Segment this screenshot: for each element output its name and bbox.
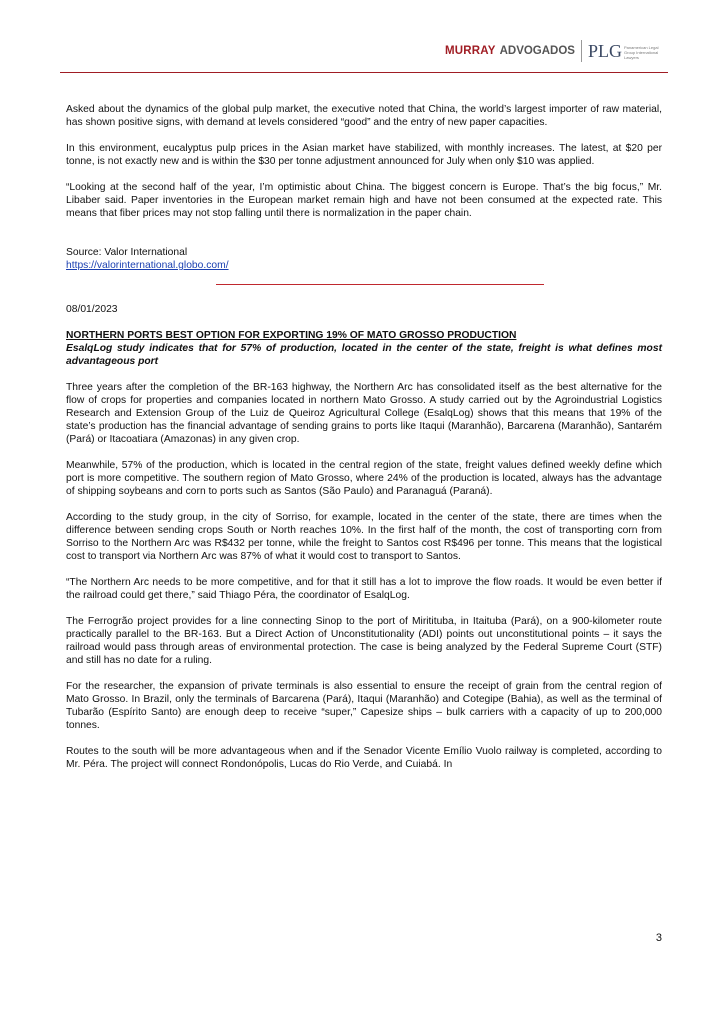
brand-divider bbox=[581, 40, 582, 62]
plg-logo-mark: PLG bbox=[587, 41, 622, 61]
source-block bbox=[66, 246, 662, 272]
brand-murray: MURRAY bbox=[444, 45, 496, 57]
header-rule bbox=[60, 72, 668, 73]
page-header bbox=[60, 40, 668, 74]
intro-paragraph-1: Asked about the dynamics of the global pulp market, the executive noted that China, the world’s largest importer of raw material, has shown positive signs, with demand at levels considered “good” and the entry of new paper capacities. bbox=[66, 104, 662, 128]
intro-paragraph-2: In this environment, eucalyptus pulp prices in the Asian market have stabilized, with monthly increases. The latest, at $20 per tonne, is not exactly new and is within the $30 per tonne adjustment announced for July when only $10 was applied. bbox=[66, 143, 662, 167]
article-paragraph-2: Meanwhile, 57% of the production, which is located in the central region of the state, freight values defined weekly define which port is more competitive. The southern region of Mato Grosso, where 24% of the production is located, always has the advantage of shipping soybeans and corn to ports such as Santos (São Paulo) and Paranaguá (Paraná). bbox=[66, 460, 662, 497]
plg-logo-subtitle: Panamerican Legal Group International Lawyers bbox=[624, 45, 659, 60]
page-content bbox=[66, 103, 662, 784]
intro-paragraph-3: “Looking at the second half of the year, I’m optimistic about China. The biggest concern is Europe. That’s the big focus,” Mr. Libaber said. Paper inventories in the European market remain high and have not been consumed at the expected rate. This means that fiber prices may not stop falling until there is normalization in the paper chain. bbox=[66, 182, 662, 219]
article-paragraph-1: Three years after the completion of the BR-163 highway, the Northern Arc has consolidated itself as the best alternative for the flow of crops for properties and companies located in northern Mato Grosso. A study carried out by the Agroindustrial Logistics Research and Extension Group of the Luiz de Queiroz Agricultural College (EsalqLog) shows that this means that 19% of the state’s production has the financial advantage of sending grains to ports like Itaqui (Maranhão), Barcarena (Maranhão), Santarém (Pará) or Itacoatiara (Amazonas) in any given crop. bbox=[66, 382, 662, 445]
spacer bbox=[66, 233, 662, 246]
brand-advogados: ADVOGADOS bbox=[499, 45, 575, 57]
source-label: Source: Valor International bbox=[66, 247, 188, 258]
article-headline: NORTHERN PORTS BEST OPTION FOR EXPORTING 19% OF MATO GROSSO PRODUCTION bbox=[66, 330, 517, 341]
article-paragraph-3: According to the study group, in the city of Sorriso, for example, located in the center of the state, there are times when the difference between sending crops South or North reaches 10%. In the first half of the month, the cost of transporting corn from Sorriso to the Northern Arc was R$432 per tonne, while the freight to Santos cost R$496 per tonne. This means that the logistical cost to transport via Northern Arc was 87% of what it would cost to transport to Santos. bbox=[66, 512, 662, 562]
article-separator bbox=[216, 284, 544, 285]
article-paragraph-4: “The Northern Arc needs to be more competitive, and for that it still has a lot to improve the flow roads. It would be even better if the railroad could get there,” said Thiago Péra, the coordinator of EsalqLog. bbox=[66, 577, 662, 601]
page-number: 3 bbox=[655, 932, 662, 944]
plg-logo bbox=[588, 42, 668, 60]
source-link[interactable]: https://valorinternational.globo.com/ bbox=[66, 260, 229, 271]
brand-logos bbox=[445, 40, 668, 62]
article-subheadline: EsalqLog study indicates that for 57% of production, located in the center of the state, freight is what defines most advantageous port bbox=[66, 343, 662, 367]
article-date: 08/01/2023 bbox=[66, 304, 118, 315]
article-paragraph-5: The Ferrogrão project provides for a line connecting Sinop to the port of Miritituba, in Itaituba (Pará), on a 900-kilometer route practically parallel to the BR-163. But a Direct Action of Unconstitutionality (ADI) points out unconstitutional points – it says the railroad would pass through areas of environmental protection. The case is being analyzed by the Federal Supreme Court (STF) and still has no date for a ruling. bbox=[66, 616, 662, 666]
article-paragraph-7: Routes to the south will be more advantageous when and if the Senador Vicente Emílio Vuolo railway is completed, according to Mr. Péra. The project will connect Rondonópolis, Lucas do Rio Verde, and Cuiabá. In bbox=[66, 746, 662, 770]
article-paragraph-6: For the researcher, the expansion of private terminals is also essential to ensure the receipt of grain from the central region of Mato Grosso. In Brazil, only the terminals of Barcarena (Pará), Itaqui (Maranhão) and Cotegipe (Bahia), as well as the terminal of Tubarão (Espírito Santo) are enough deep to receive “super,” Capesize ships – bulk carriers with a capacity of up to 200,000 tonnes. bbox=[66, 681, 662, 731]
